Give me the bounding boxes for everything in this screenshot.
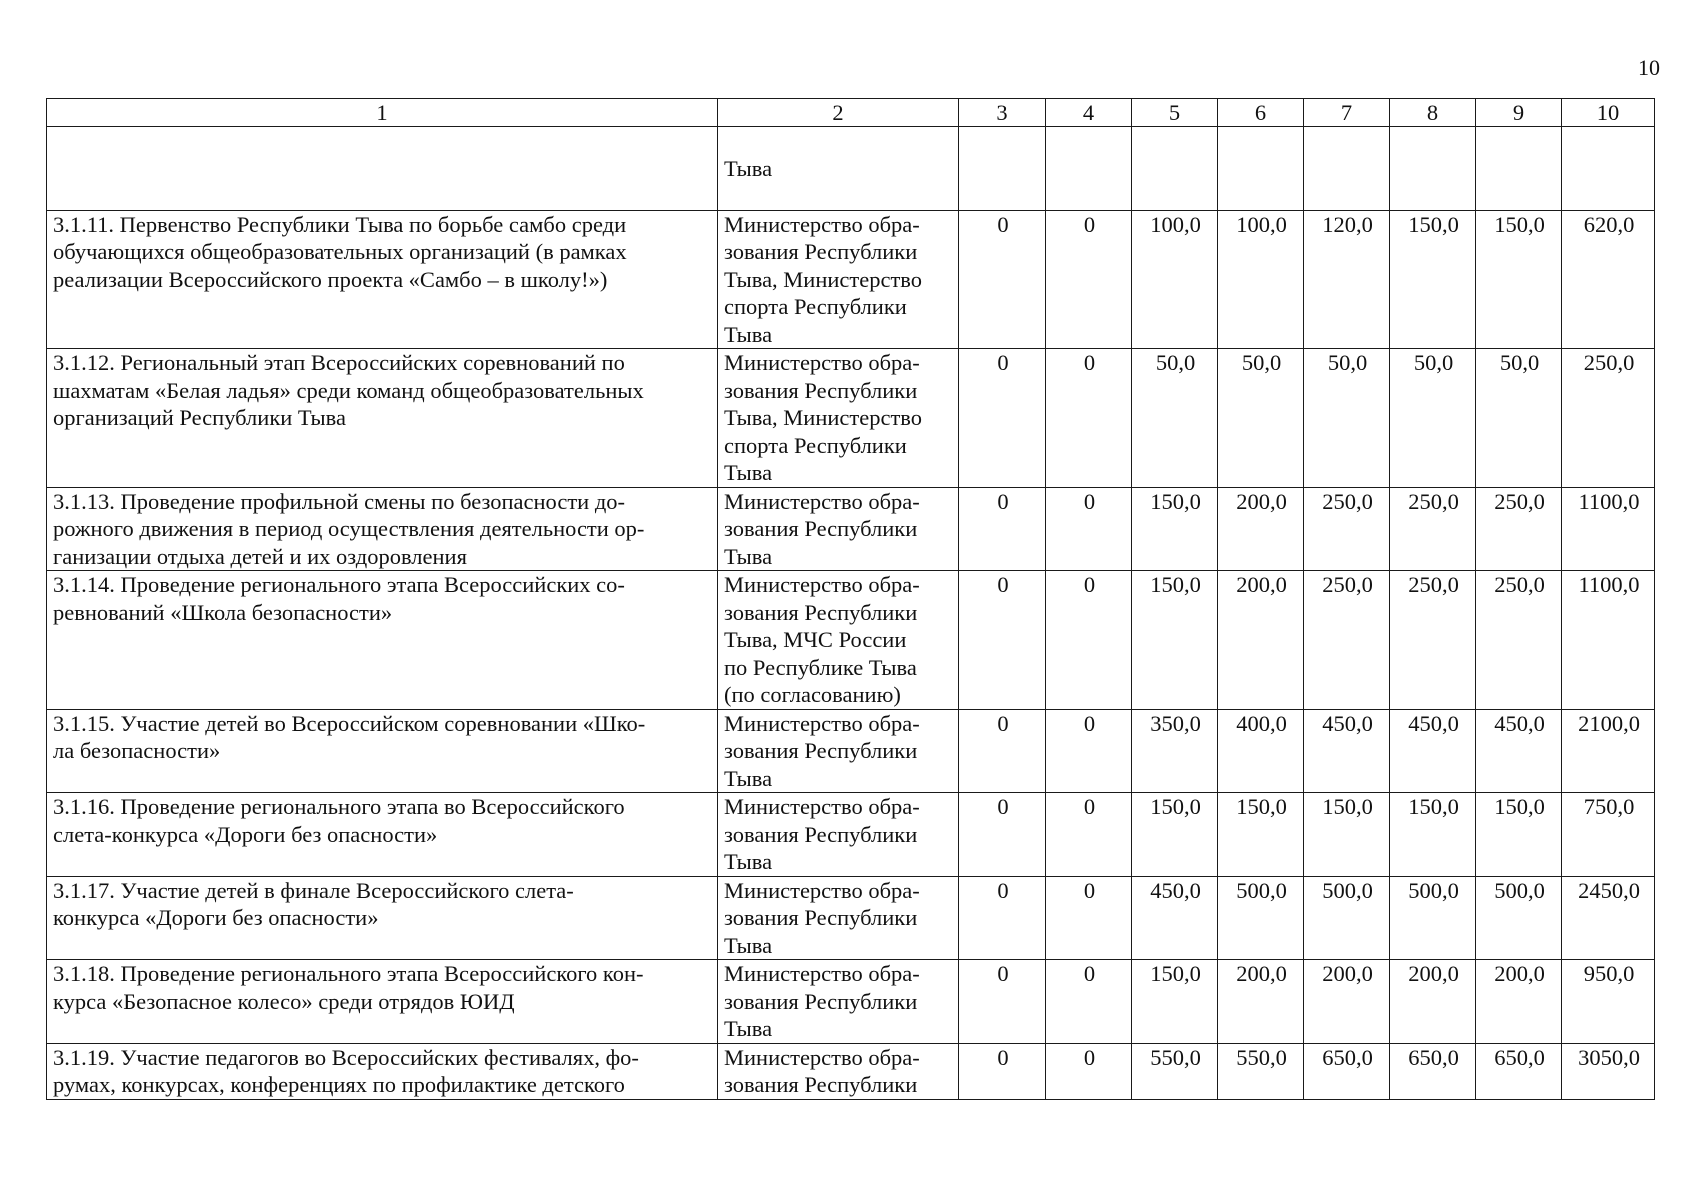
responsible-cell xyxy=(718,127,959,211)
value-cell: 0 xyxy=(959,210,1046,349)
column-header-9: 9 xyxy=(1476,99,1562,127)
responsible-line: Тыва xyxy=(724,765,773,791)
table-row xyxy=(47,1043,1655,1099)
column-number-row xyxy=(47,99,1655,127)
value-cell: 200,0 xyxy=(1218,960,1304,1044)
value-cell: 150,0 xyxy=(1390,793,1476,877)
value-cell: 0 xyxy=(959,349,1046,488)
activity-cell xyxy=(47,709,718,793)
column-header-7: 7 xyxy=(1304,99,1390,127)
responsible-line: зования Республики xyxy=(724,239,918,264)
responsible-line: спорта Республики xyxy=(724,432,907,458)
responsible-line: Министерство обра- xyxy=(724,211,920,237)
responsible-line: Министерство обра- xyxy=(724,794,920,819)
value-cell: 550,0 xyxy=(1132,1043,1218,1099)
value-cell: 450,0 xyxy=(1476,709,1562,793)
table-row xyxy=(47,571,1655,710)
value-cell: 650,0 xyxy=(1390,1043,1476,1099)
value-cell: 0 xyxy=(959,571,1046,710)
activity-line: 3.1.15. Участие детей во Всероссийском соревновании «Шко- xyxy=(53,710,646,736)
value-cell: 150,0 xyxy=(1304,793,1390,877)
activity-line: румах, конкурсах, конференциях по профилактике детского xyxy=(53,1072,625,1097)
value-cell: 100,0 xyxy=(1218,210,1304,349)
value-cell: 200,0 xyxy=(1390,960,1476,1044)
column-header-1: 1 xyxy=(47,99,718,127)
activity-line: слета-конкурса «Дороги без опасности» xyxy=(53,821,438,847)
activity-line: организаций Республики Тыва xyxy=(53,405,346,430)
column-header-2: 2 xyxy=(718,99,959,127)
value-cell: 500,0 xyxy=(1390,876,1476,960)
value-cell: 450,0 xyxy=(1132,876,1218,960)
value-cell: 0 xyxy=(959,487,1046,571)
activity-line: реализации Всероссийского проекта «Самбо – в школу!») xyxy=(53,266,608,292)
activity-cell xyxy=(47,571,718,710)
responsible-line: Министерство обра- xyxy=(724,961,920,986)
responsible-cell xyxy=(718,1043,959,1099)
column-header-10: 10 xyxy=(1562,99,1655,127)
value-cell: 0 xyxy=(959,960,1046,1044)
value-cell: 150,0 xyxy=(1476,793,1562,877)
value-cell: 50,0 xyxy=(1218,349,1304,488)
value-cell: 200,0 xyxy=(1476,960,1562,1044)
value-cell: 650,0 xyxy=(1476,1043,1562,1099)
responsible-line: Тыва xyxy=(724,321,773,347)
responsible-line: Министерство обра- xyxy=(724,877,920,903)
value-cell: 150,0 xyxy=(1476,210,1562,349)
responsible-cell xyxy=(718,210,959,349)
value-cell: 500,0 xyxy=(1476,876,1562,960)
activity-cell xyxy=(47,1043,718,1099)
responsible-line: зования Республики xyxy=(724,821,918,847)
responsible-line: Тыва xyxy=(724,932,773,958)
responsible-line: зования Республики xyxy=(724,1072,918,1097)
value-cell: 0 xyxy=(1046,709,1132,793)
value-cell: 250,0 xyxy=(1304,571,1390,710)
responsible-cell xyxy=(718,487,959,571)
responsible-cell xyxy=(718,960,959,1044)
activity-line: курса «Безопасное колесо» среди отрядов ЮИД xyxy=(53,988,515,1014)
responsible-line: зования Республики xyxy=(724,738,918,763)
activity-line: 3.1.14. Проведение регионального этапа Всероссийских со- xyxy=(53,572,625,597)
value-cell: 1100,0 xyxy=(1562,487,1655,571)
value-cell: 750,0 xyxy=(1562,793,1655,877)
responsible-line: Министерство обра- xyxy=(724,572,920,597)
activity-line: 3.1.12. Региональный этап Всероссийских соревнований по xyxy=(53,350,625,375)
activity-cell xyxy=(47,487,718,571)
column-header-6: 6 xyxy=(1218,99,1304,127)
responsible-line: Тыва xyxy=(724,155,773,181)
value-cell: 0 xyxy=(959,1043,1046,1099)
value-cell: 500,0 xyxy=(1304,876,1390,960)
responsible-cell xyxy=(718,571,959,710)
column-header-3: 3 xyxy=(959,99,1046,127)
value-cell: 950,0 xyxy=(1562,960,1655,1044)
column-header-5: 5 xyxy=(1132,99,1218,127)
value-cell xyxy=(1218,127,1304,211)
page-number: 10 xyxy=(1638,55,1660,80)
value-cell: 2100,0 xyxy=(1562,709,1655,793)
responsible-line: зования Республики xyxy=(724,905,918,930)
value-cell: 100,0 xyxy=(1132,210,1218,349)
responsible-line: Тыва xyxy=(724,460,773,485)
activity-cell xyxy=(47,960,718,1044)
responsible-line: зования Республики xyxy=(724,516,918,541)
value-cell: 150,0 xyxy=(1132,793,1218,877)
value-cell: 250,0 xyxy=(1476,487,1562,571)
value-cell: 3050,0 xyxy=(1562,1043,1655,1099)
value-cell: 120,0 xyxy=(1304,210,1390,349)
value-cell: 0 xyxy=(1046,1043,1132,1099)
responsible-line: Тыва, Министерство xyxy=(724,405,923,430)
activity-line: 3.1.17. Участие детей в финале Всероссийского слета- xyxy=(53,877,574,903)
value-cell: 50,0 xyxy=(1132,349,1218,488)
activity-line: ла безопасности» xyxy=(53,738,221,763)
responsible-line: зования Республики xyxy=(724,988,918,1014)
value-cell: 620,0 xyxy=(1562,210,1655,349)
value-cell: 550,0 xyxy=(1218,1043,1304,1099)
value-cell: 350,0 xyxy=(1132,709,1218,793)
activity-line: ревнований «Школа безопасности» xyxy=(53,599,393,625)
activity-cell xyxy=(47,210,718,349)
value-cell: 650,0 xyxy=(1304,1043,1390,1099)
table-row xyxy=(47,793,1655,877)
responsible-line: Тыва, Министерство xyxy=(724,266,923,292)
table-row xyxy=(47,709,1655,793)
value-cell: 250,0 xyxy=(1476,571,1562,710)
responsible-line: зования Республики xyxy=(724,377,918,403)
value-cell: 250,0 xyxy=(1390,571,1476,710)
value-cell xyxy=(1476,127,1562,211)
responsible-line: Министерство обра- xyxy=(724,350,920,375)
value-cell: 500,0 xyxy=(1218,876,1304,960)
activity-line: 3.1.18. Проведение регионального этапа Всероссийского кон- xyxy=(53,961,644,986)
value-cell xyxy=(959,127,1046,211)
value-cell: 200,0 xyxy=(1218,487,1304,571)
responsible-line: зования Республики xyxy=(724,599,918,625)
value-cell: 50,0 xyxy=(1476,349,1562,488)
value-cell: 0 xyxy=(1046,487,1132,571)
activity-cell xyxy=(47,349,718,488)
value-cell xyxy=(1046,127,1132,211)
value-cell: 0 xyxy=(959,793,1046,877)
table-row xyxy=(47,487,1655,571)
value-cell: 450,0 xyxy=(1390,709,1476,793)
activity-cell xyxy=(47,793,718,877)
value-cell xyxy=(1562,127,1655,211)
responsible-line: по Республике Тыва xyxy=(724,654,917,680)
activity-cell xyxy=(47,127,718,211)
value-cell: 0 xyxy=(1046,571,1132,710)
responsible-cell xyxy=(718,793,959,877)
value-cell: 0 xyxy=(1046,349,1132,488)
value-cell: 250,0 xyxy=(1562,349,1655,488)
value-cell xyxy=(1304,127,1390,211)
activity-line: 3.1.19. Участие педагогов во Всероссийских фестивалях, фо- xyxy=(53,1044,639,1070)
responsible-line: спорта Республики xyxy=(724,294,907,319)
table-row xyxy=(47,960,1655,1044)
responsible-line: Министерство обра- xyxy=(724,488,920,514)
activity-line: ганизации отдыха детей и их оздоровления xyxy=(53,543,467,569)
value-cell: 1100,0 xyxy=(1562,571,1655,710)
value-cell: 0 xyxy=(1046,793,1132,877)
value-cell: 0 xyxy=(959,709,1046,793)
program-table xyxy=(46,98,1655,1100)
value-cell: 0 xyxy=(959,876,1046,960)
continued-row xyxy=(47,127,1655,211)
value-cell: 150,0 xyxy=(1390,210,1476,349)
value-cell: 250,0 xyxy=(1304,487,1390,571)
value-cell: 200,0 xyxy=(1304,960,1390,1044)
value-cell: 50,0 xyxy=(1390,349,1476,488)
activity-cell xyxy=(47,876,718,960)
column-header-8: 8 xyxy=(1390,99,1476,127)
table-row xyxy=(47,876,1655,960)
activity-line: шахматам «Белая ладья» среди команд общеобразовательных xyxy=(53,377,644,403)
value-cell: 400,0 xyxy=(1218,709,1304,793)
responsible-cell xyxy=(718,876,959,960)
activity-line: 3.1.11. Первенство Республики Тыва по борьбе самбо среди xyxy=(53,211,627,237)
table-row xyxy=(47,210,1655,349)
responsible-cell xyxy=(718,349,959,488)
responsible-line: Министерство обра- xyxy=(724,710,920,736)
activity-line: конкурса «Дороги без опасности» xyxy=(53,905,379,930)
value-cell: 0 xyxy=(1046,960,1132,1044)
responsible-line: Министерство обра- xyxy=(724,1044,920,1070)
responsible-cell xyxy=(718,709,959,793)
value-cell: 200,0 xyxy=(1218,571,1304,710)
value-cell: 2450,0 xyxy=(1562,876,1655,960)
value-cell: 150,0 xyxy=(1132,571,1218,710)
responsible-line: Тыва xyxy=(724,543,773,569)
value-cell: 50,0 xyxy=(1304,349,1390,488)
table-row xyxy=(47,349,1655,488)
column-header-4: 4 xyxy=(1046,99,1132,127)
value-cell: 150,0 xyxy=(1132,487,1218,571)
activity-line: рожного движения в период осуществления деятельности ор- xyxy=(53,516,645,541)
responsible-line: (по согласованию) xyxy=(724,682,901,707)
activity-line: 3.1.16. Проведение регионального этапа во Всероссийского xyxy=(53,794,625,819)
activity-line: 3.1.13. Проведение профильной смены по безопасности до- xyxy=(53,488,626,514)
value-cell: 250,0 xyxy=(1390,487,1476,571)
activity-line: обучающихся общеобразовательных организаций (в рамках xyxy=(53,239,627,264)
value-cell xyxy=(1390,127,1476,211)
value-cell: 150,0 xyxy=(1218,793,1304,877)
responsible-line: Тыва xyxy=(724,849,773,874)
responsible-line: Тыва, МЧС России xyxy=(724,627,907,652)
value-cell xyxy=(1132,127,1218,211)
responsible-line: Тыва xyxy=(724,1016,773,1041)
value-cell: 0 xyxy=(1046,876,1132,960)
value-cell: 0 xyxy=(1046,210,1132,349)
value-cell: 450,0 xyxy=(1304,709,1390,793)
table-body xyxy=(47,127,1655,1100)
value-cell: 150,0 xyxy=(1132,960,1218,1044)
